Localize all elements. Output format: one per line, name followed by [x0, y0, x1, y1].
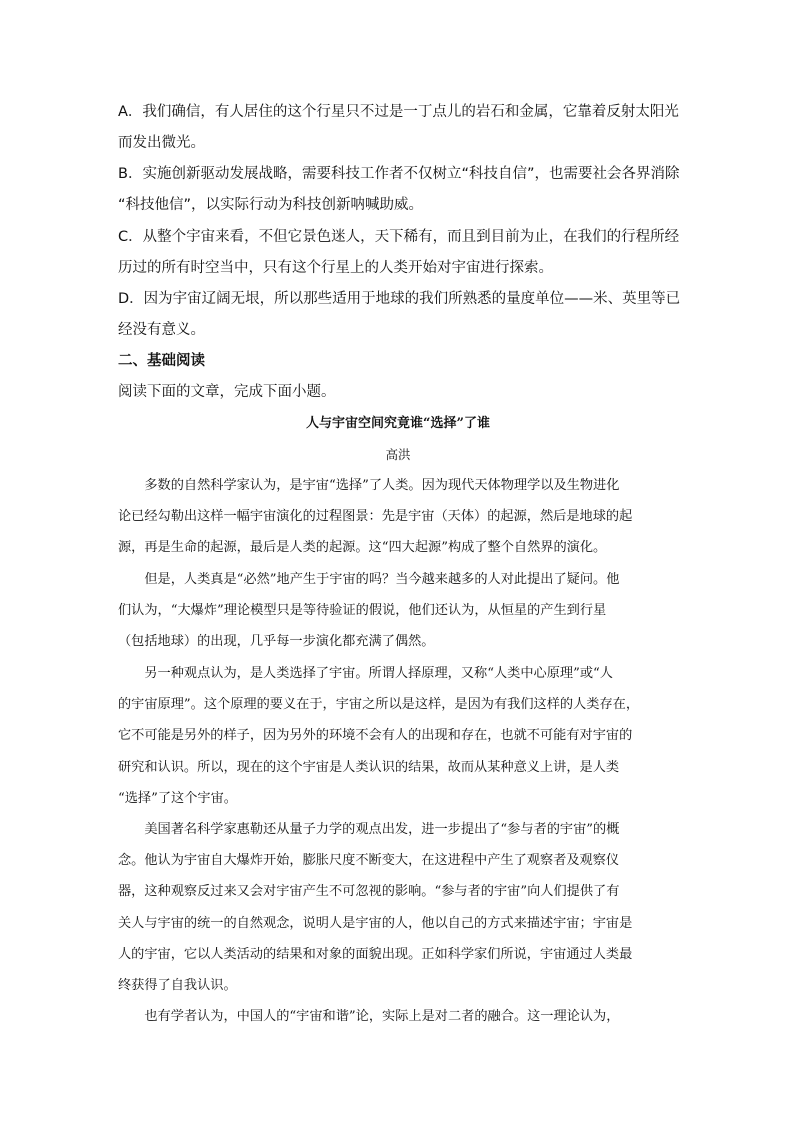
- option-c-line-1: C．从整个宇宙来看，不但它景色迷人，天下稀有，而且到目前为止，在我们的行程所经: [118, 229, 680, 245]
- option-d-line-1: D．因为宇宙辽阔无垠，所以那些适用于地球的我们所熟悉的量度单位——米、英里等已: [118, 291, 681, 307]
- option-a-line-1: A．我们确信，有人居住的这个行星只不过是一丁点儿的岩石和金属，它靠着反射太阳光: [118, 104, 679, 120]
- paragraph-line: 念。他认为宇宙自大爆炸开始，膨胀尺度不断变大，在这进程中产生了观察者及观察仪: [118, 853, 620, 869]
- option-d-line-2: 经没有意义。: [118, 322, 205, 338]
- paragraph-line: “选择”了这个宇宙。: [118, 790, 237, 806]
- paragraph-line: 们认为，“大爆炸”理论模型只是等待验证的假说，他们还认为，从恒星的产生到行星: [118, 603, 607, 619]
- option-b: [118, 159, 678, 221]
- article-paragraph-1: [118, 470, 678, 564]
- option-c: [118, 222, 678, 284]
- article-paragraph-2: [118, 564, 678, 658]
- paragraph-line: 终获得了自我认识。: [118, 978, 237, 994]
- article-title: 人与宇宙空间究竟谁“选择”了谁: [306, 416, 490, 431]
- paragraph-line: 但是，人类真是“必然”地产生于宇宙的吗？当今越来越多的人对此提出了疑问。他: [118, 572, 620, 587]
- paragraph-line: 也有学者认为，中国人的“宇宙和谐”论，实际上是对二者的融合。这一理论认为，: [118, 1009, 620, 1024]
- paragraph-line: 研究和认识。所以，现在的这个宇宙是人类认识的结果，故而从某种意义上讲，是人类: [118, 759, 620, 775]
- option-a-line-2: 而发出微光。: [118, 135, 205, 151]
- paragraph-line: 关人与宇宙的统一的自然观念，说明人是宇宙的人，他以自己的方式来描述宇宙；宇宙是: [118, 915, 633, 931]
- article-paragraph-4: [118, 814, 678, 1001]
- option-b-line-1: B．实施创新驱动发展战略，需要科技工作者不仅树立“科技自信”，也需要社会各界消除: [118, 166, 680, 182]
- reading-instruction: 阅读下面的文章，完成下面小题。: [118, 384, 336, 400]
- option-a: [118, 97, 678, 159]
- paragraph-line: 美国著名科学家惠勒还从量子力学的观点出发，进一步提出了“参与者的宇宙”的概: [118, 822, 620, 837]
- article-paragraph-3: [118, 658, 678, 814]
- option-c-line-2: 历过的所有时空当中，只有这个行星上的人类开始对宇宙进行探索。: [118, 260, 553, 276]
- section-title: 二、基础阅读: [118, 353, 205, 369]
- paragraph-line: 多数的自然科学家认为，是宇宙“选择”了人类。因为现代天体物理学以及生物进化: [118, 478, 620, 493]
- article-paragraph-5: [118, 1001, 678, 1032]
- paragraph-line: （包括地球）的出现，几乎每一步演化都充满了偶然。: [118, 634, 435, 650]
- paragraph-line: 它不可能是另外的样子，因为另外的环境不会有人的出现和存在，也就不可能有对宇宙的: [118, 728, 633, 744]
- paragraph-line: 器，这种观察反过来又会对宇宙产生不可忽视的影响。“参与者的宇宙”向人们提供了有: [118, 884, 620, 900]
- paragraph-line: 另一种观点认为，是人类选择了宇宙。所谓人择原理，又称“人类中心原理”或“人: [118, 666, 613, 681]
- article-author: 高洪: [385, 447, 411, 462]
- paragraph-line: 的宇宙原理”。这个原理的要义在于，宇宙之所以是这样，是因为有我们这样的人类存在，: [118, 697, 640, 713]
- option-d: [118, 284, 681, 346]
- paragraph-line: 人的宇宙，它以人类活动的结果和对象的面貌出现。正如科学家们所说，宇宙通过人类最: [118, 946, 633, 962]
- paragraph-line: 论已经勾勒出这样一幅宇宙演化的过程图景：先是宇宙（天体）的起源，然后是地球的起: [118, 509, 633, 525]
- paragraph-line: 源，再是生命的起源，最后是人类的起源。这“四大起源”构成了整个自然界的演化。: [118, 540, 607, 556]
- option-b-line-2: “科技他信”，以实际行动为科技创新呐喊助威。: [118, 197, 424, 213]
